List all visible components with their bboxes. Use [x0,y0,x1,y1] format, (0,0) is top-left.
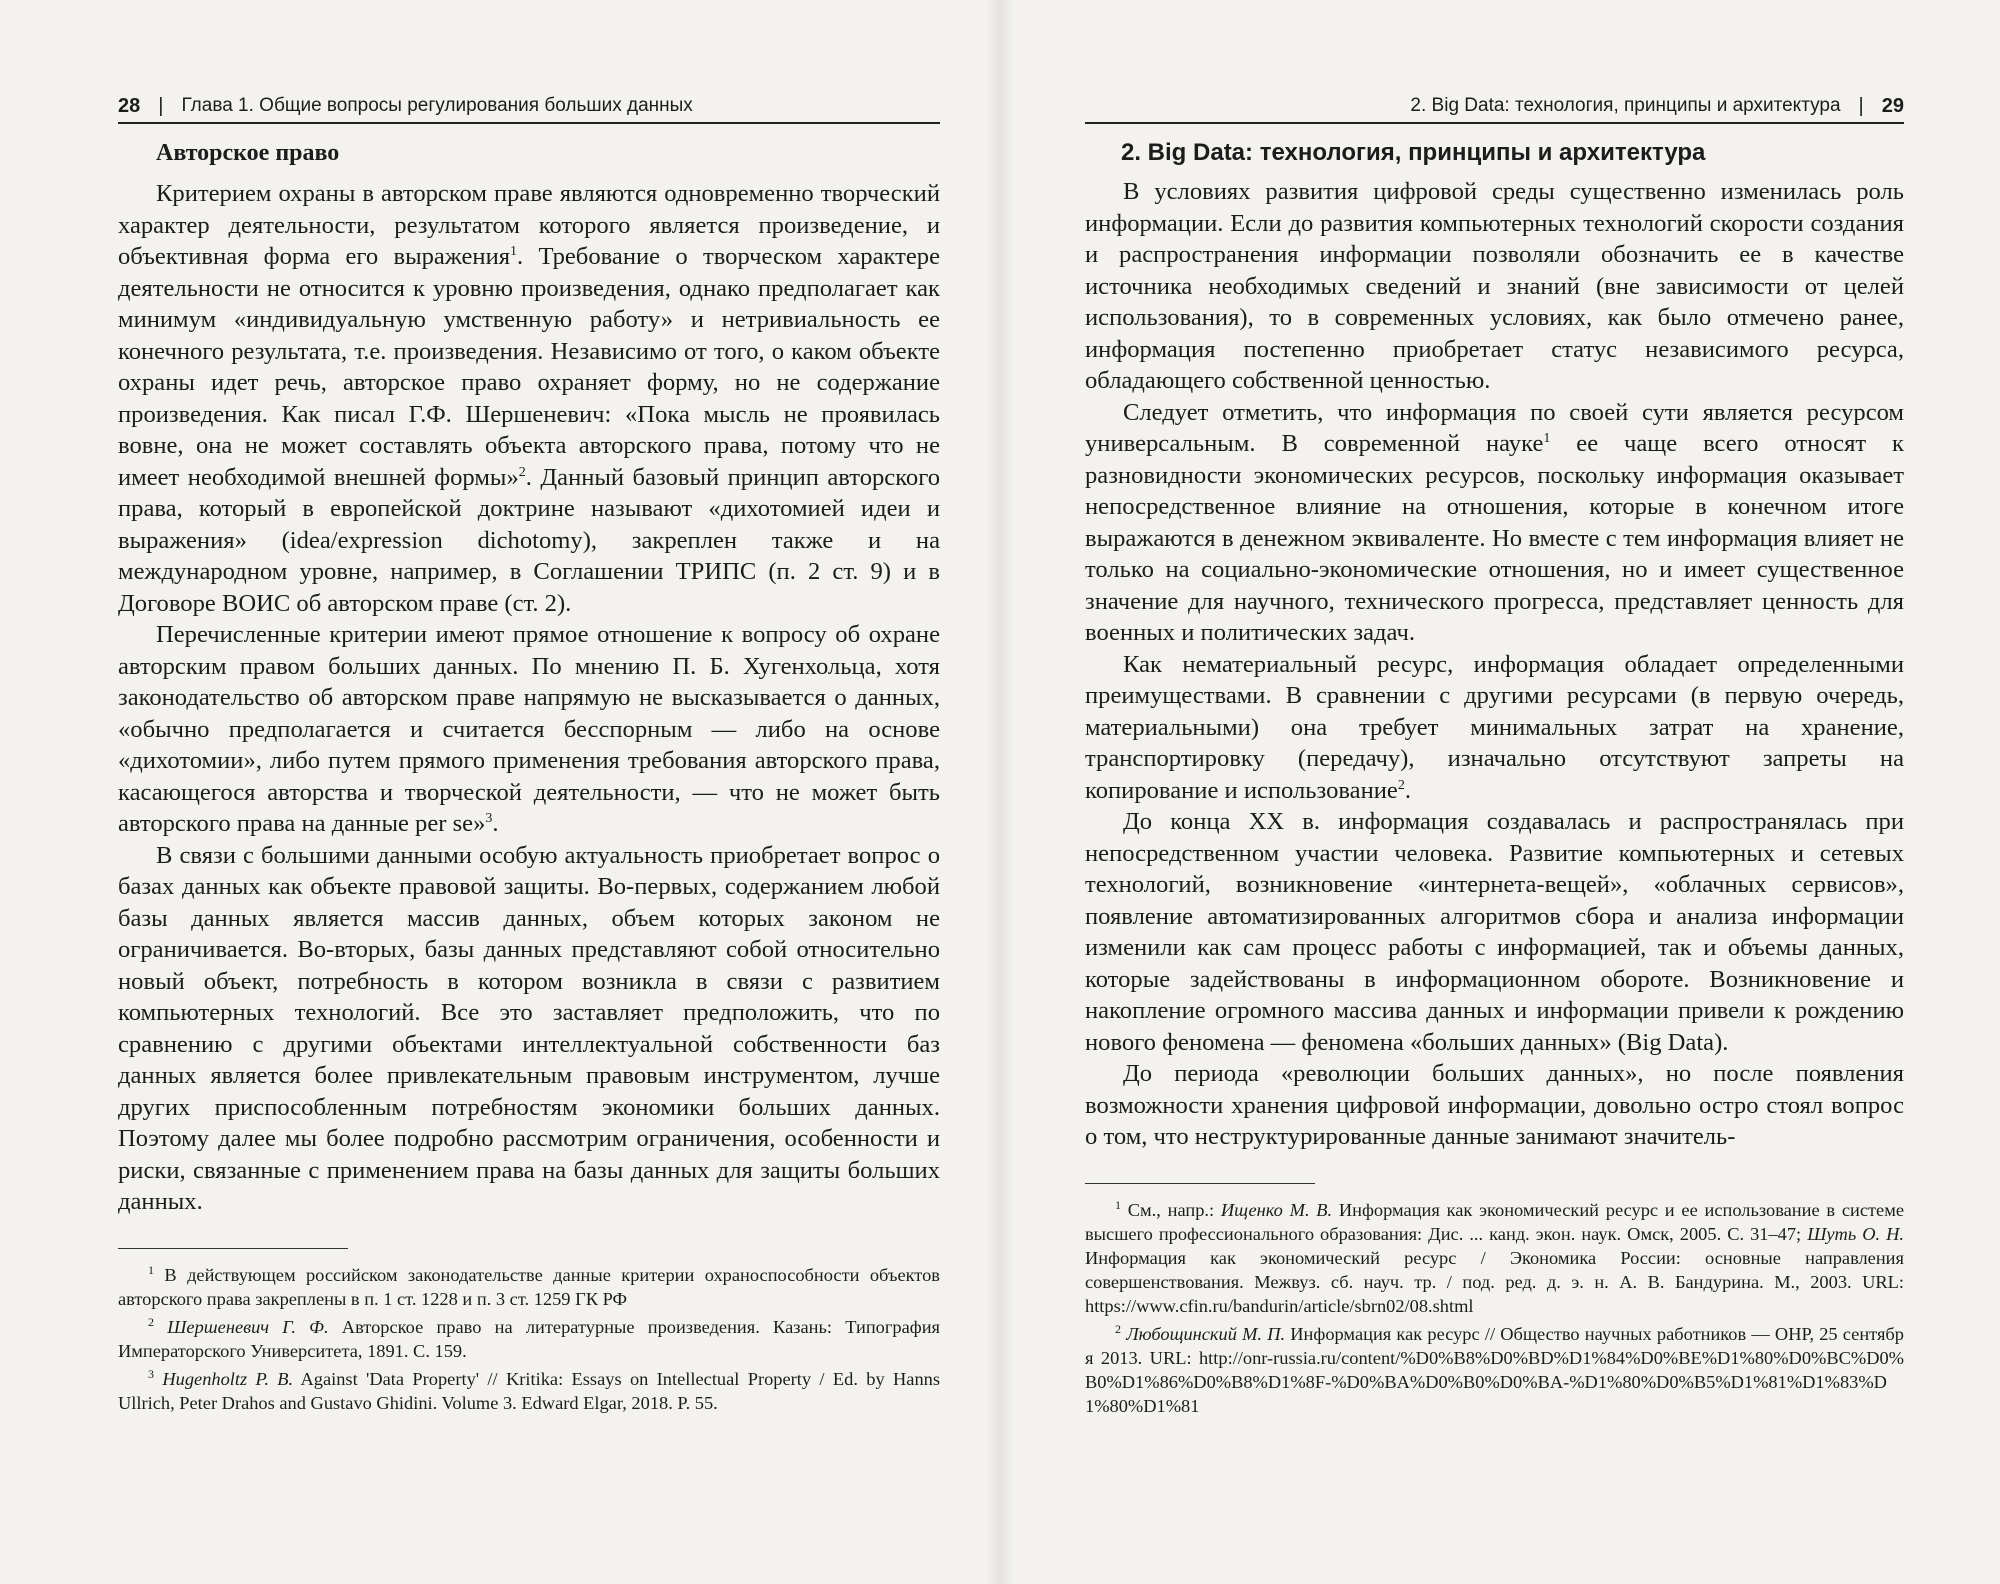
section-heading: 2. Big Data: технология, принципы и архитектура [1121,139,1706,166]
footnote: $^1$ В действующем российском законодательстве данные критерии охраноспособности объектов авторского права закреплены в п. 1 ст. 1228 и п. 3 ст. 1259 ГК РФ [118,1262,940,1309]
footnote-ref: 2 [518,464,526,480]
body-text [1085,176,1904,1153]
page-number: 29 [1881,95,1904,117]
paragraph: Перечисленные критерии имеют прямое отношение к вопросу об охране авторским правом больших данных. По мнению П. Б. Хугенхольца, хотя законодательство об авторском праве напрямую не высказывается о данных, «обычно предполагается и считается бесспорным — либо на основе «дихотомии», либо путем прямого применения требования авторского права, касающегося авторства и творческой деятельности, — что не может быть авторского права на данные per se»$^3$. [118,621,940,837]
paragraph: Как нематериальный ресурс, информация обладает определенными преимуществами. В сравнении с другими ресурсами (в первую очередь, материальными) она требует минимальных затрат на хранение, транспортировку (передачу), изначально отсутствуют запреты на копирование и использование$^2$. [1085,650,1904,804]
footnote-divider [1085,1183,1315,1184]
footnotes [118,1263,940,1415]
paragraph: В связи с большими данными особую актуальность приобретает вопрос о базах данных как объекте правовой защиты. Во-первых, содержанием любой базы данных является массив данных, объем которых законом не ограничивается. Во-вторых, базы данных представляют собой относительно новый объект, потребность в котором возникла в связи с развитием компьютерных технологий. Все это заставляет предположить, что по сравнению с другими объектами интеллектуальной собственности баз данных является более привлекательным правовым инструментом, лучше других приспособленным потребностям экономики больших данных. Поэтому далее мы более подробно рассмотрим ограничения, особенности и риски, связанные с применением права на базы данных для защиты больших данных. [118,841,940,1215]
paragraph: До конца XX в. информация создавалась и распространялась при непосредственном участии человека. Развитие компьютерных и сетевых технологий, возникновение «интернета-вещей», «облачных сервисов», появление автоматизированных алгоритмов сбора и анализа информации изменили как сам процесс работы с информацией, так и объемы данных, которые задействованы в информационном обороте. Возникновение и накопление огромного массива данных и информации привели к рождению нового феномена — феномена «больших данных» (Big Data). [1085,808,1904,1056]
paragraph: Следует отметить, что информация по своей сути является ресурсом универсальным. В современной науке$^1$ ее чаще всего относят к разновидности экономических ресурсов, поскольку информация оказывает непосредственное влияние на отношения, которые в конечном итоге выражаются в денежном эквиваленте. Но вместе с тем информация влияет не только на социально-экономические отношения, но и имеет существенное значение для научного, технического прогресса, представляет ценность для военных и политических задач. [1085,398,1904,646]
footnote-ref: 1 [1543,430,1551,446]
footnote: $^3$ Hugenholtz P. B. Against 'Data Property' // Kritika: Essays on Intellectual Property / Ed. by Hanns Ullrich, Peter Drahos and Gustavo Ghidini. Volume 3. Edward Elgar, 2018. P. 55. [118,1366,940,1413]
footnote-divider [118,1248,348,1249]
running-title: Глава 1. Общие вопросы регулирования больших данных [181,95,693,116]
footnote-ref: 2 [1397,777,1405,793]
section-heading: Авторское право [156,140,340,166]
footnotes [1085,1198,1904,1418]
paragraph: В условиях развития цифровой среды существенно изменилась роль информации. Если до развития компьютерных технологий скорости создания и распространения информации позволяли обозначить ее в качестве источника необходимых сведений и знаний (вне зависимости от целей использования), то в современных условиях, как было отмечено ранее, информация постепенно приобретает статус независимого ресурса, обладающего собственной ценностью. [1085,178,1904,394]
footnote: $^2$ Шершеневич Г. Ф. Авторское право на литературные произведения. Казань: Типография Императорского Университета, 1891. С. 159. [118,1314,940,1361]
footnote-ref: 1 [510,243,518,259]
running-head-right [1085,90,1904,124]
footnote: $^2$ Любощинский М. П. Информация как ресурс // Общество научных работников — ОНР, 25 сентября 2013. URL: http://onr-russia.ru/content/%D0%B8%D0%BD%D1%84%D0%BE%D1%80%D0%BC%D0%B0%D1%86%D0%B8%D1%8F-%D0%BA%D0%B0%D0%BA-%D1%80%D0%B5%D1%81%D1%83%D1%80%D1%81 [1085,1321,1904,1416]
running-title: 2. Big Data: технология, принципы и архитектура [1410,95,1841,116]
paragraph: Критерием охраны в авторском праве являются одновременно творческий характер деятельности, результатом которого является произведение, и объективная форма его выражения$^1$. Требование о творческом характере деятельности не относится к уровню произведения, однако предполагает как минимум «индивидуальную умственную работу» и нетривиальность ее конечного результата, т.е. произведения. Независимо от того, о каком объекте охраны идет речь, авторское право охраняет форму, но не содержание произведения. Как писал Г.Ф. Шершеневич: «Пока мысль не проявилась вовне, она не может составлять объекта авторского права, потому что не имеет необходимой внешней формы»$^2$. Данный базовый принцип авторского права, который в европейской доктрине называют «дихотомией идеи и выражения» (idea/expression dichotomy), закреплен также и на международном уровне, например, в Соглашении ТРИПС (п. 2 ст. 9) и в Договоре ВОИС об авторском праве (ст. 2). [118,180,940,617]
running-head-left [118,90,940,124]
right-page [1000,0,2000,1584]
footnote: $^1$ См., напр.: Ищенко М. В. Информация как экономический ресурс и ее использование в системе высшего профессионального образования: Дис. ... канд. экон. наук. Омск, 2005. С. 31–47; Шуть О. Н. Информация как экономический ресурс / Экономика России: основные направления совершенствования. Межвуз. сб. науч. тр. / под. ред. д. э. н. А. В. Бандурина. М., 2003. URL: https://www.cfin.ru/bandurin/article/sbrn02/08.shtml [1085,1197,1904,1316]
body-text [118,178,940,1218]
running-head-separator: | [158,95,164,117]
footnote-ref: 3 [485,810,493,826]
running-head-separator: | [1858,95,1864,117]
page-number: 28 [118,95,141,117]
paragraph: До периода «революции больших данных», но после появления возможности хранения цифровой информации, довольно остро стоял вопрос о том, что неструктурированные данные занимают значитель- [1085,1060,1904,1150]
